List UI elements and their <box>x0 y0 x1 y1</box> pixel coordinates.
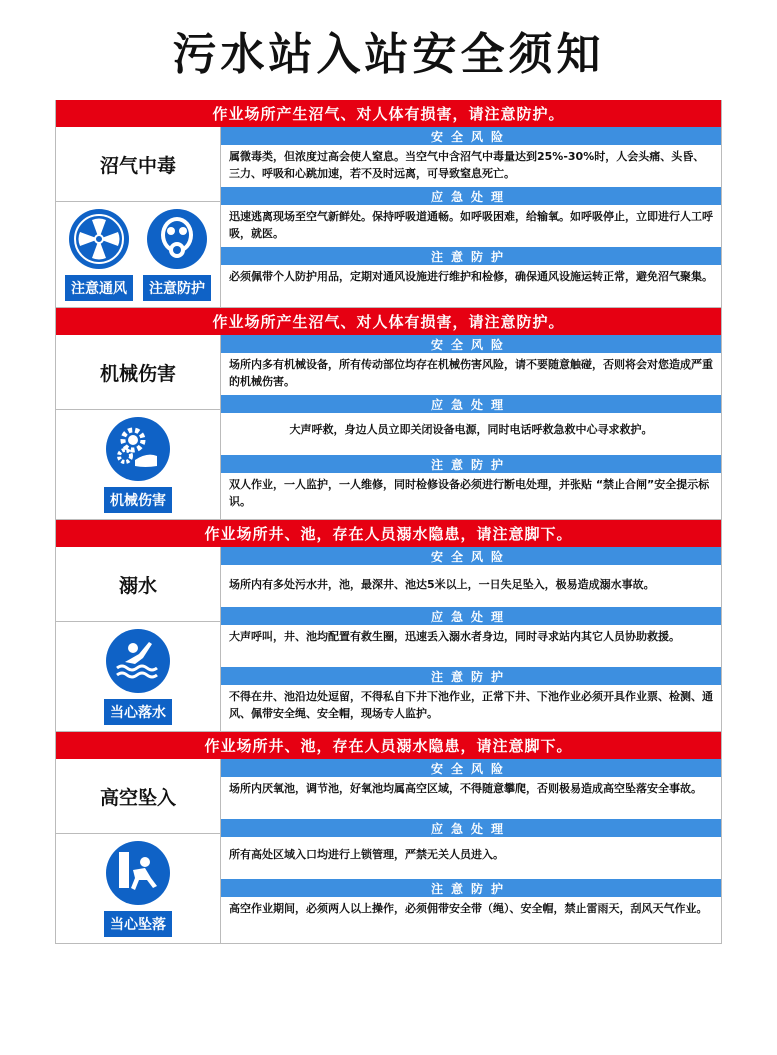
emergency-text: 迅速逃离现场至空气新鲜处。保持呼吸道通畅。如呼吸困难，给输氧。如呼吸停止，立即进行人工呼吸，就医。 <box>229 210 713 240</box>
hazard-block-drowning <box>55 520 722 732</box>
warning-banner: 作业场所井、池，存在人员溺水隐患，请注意脚下。 <box>56 732 721 759</box>
risk-text: 属微毒类，但浓度过高会使人窒息。当空气中含沼气中毒量达到25%-30%时，人会头痛、头昏、三力、呼吸和心跳加速，若不及时远离，可导致窒息死亡。 <box>229 150 705 180</box>
sign-ventilation <box>65 208 133 301</box>
sign-drowning <box>104 628 172 725</box>
hazard-name: 溺水 <box>56 547 220 622</box>
drowning-icon <box>105 628 171 694</box>
emergency-text: 大声呼叫，井、池均配置有救生圈，迅速丢入溺水者身边，同时寻求站内其它人员协助救援。 <box>229 630 680 643</box>
section-header-emergency: 应急处理 <box>221 395 721 413</box>
section-header-attention: 注意防护 <box>221 667 721 685</box>
sign-label: 机械伤害 <box>104 487 172 513</box>
warning-banner: 作业场所井、池，存在人员溺水隐患，请注意脚下。 <box>56 520 721 547</box>
attention-text: 不得在井、池沿边处逗留，不得私自下井下池作业，正常下井、下池作业必须开具作业票、检测、通风、佩带安全绳、安全帽，现场专人监护。 <box>229 690 713 720</box>
hazard-name: 机械伤害 <box>56 335 220 410</box>
attention-text: 高空作业期间，必须两人以上操作，必须佣带安全带（绳）、安全帽，禁止雷雨天，刮风天气作业。 <box>229 902 708 915</box>
hazard-block-mechanical <box>55 308 722 520</box>
section-header-emergency: 应急处理 <box>221 187 721 205</box>
section-header-risk: 安全风险 <box>221 547 721 565</box>
sign-mechanical <box>104 416 172 513</box>
hazard-block-biogas <box>55 100 722 308</box>
warning-banner: 作业场所产生沼气、对人体有损害，请注意防护。 <box>56 100 721 127</box>
section-header-emergency: 应急处理 <box>221 607 721 625</box>
section-header-attention: 注意防护 <box>221 879 721 897</box>
page-title: 污水站入站安全须知 <box>172 29 605 80</box>
ventilation-fan-icon <box>68 208 130 270</box>
section-header-attention: 注意防护 <box>221 455 721 473</box>
section-header-risk: 安全风险 <box>221 127 721 145</box>
section-header-risk: 安全风险 <box>221 335 721 353</box>
attention-text: 双人作业，一人监护，一人维修，同时检修设备必须进行断电处理，并张贴 “禁止合闸”安全提示标识。 <box>229 478 710 508</box>
gear-hand-icon <box>105 416 171 482</box>
risk-text: 场所内厌氧池，调节池，好氧池均属高空区域，不得随意攀爬，否则极易造成高空坠落安全事故。 <box>229 782 702 795</box>
sign-label: 注意防护 <box>143 275 211 301</box>
attention-text: 必须佩带个人防护用品，定期对通风设施进行维护和检修，确保通风设施运转正常，避免沼气聚集。 <box>229 270 713 283</box>
section-header-emergency: 应急处理 <box>221 819 721 837</box>
hazard-name: 沼气中毒 <box>56 127 220 202</box>
safety-board <box>55 100 722 944</box>
falling-person-icon <box>105 840 171 906</box>
sign-label: 当心落水 <box>104 699 172 725</box>
section-header-attention: 注意防护 <box>221 247 721 265</box>
risk-text: 场所内有多处污水井，池，最深井、池达5米以上，一日失足坠入，极易造成溺水事故。 <box>229 578 655 591</box>
hazard-name: 高空坠入 <box>56 759 220 834</box>
warning-banner: 作业场所产生沼气、对人体有损害，请注意防护。 <box>56 308 721 335</box>
risk-text: 场所内多有机械设备，所有传动部位均存在机械伤害风险，请不要随意触碰，否则将会对您造成严重的机械伤害。 <box>229 358 713 388</box>
emergency-text: 大声呼救，身边人员立即关闭设备电源，同时电话呼救急救中心寻求救护。 <box>289 423 653 436</box>
sign-label: 注意通风 <box>65 275 133 301</box>
sign-protection <box>143 208 211 301</box>
emergency-text: 所有高处区域入口均进行上锁管理，严禁无关人员进入。 <box>229 848 504 861</box>
sign-falling <box>104 840 172 937</box>
hazard-block-falling <box>55 732 722 944</box>
section-header-risk: 安全风险 <box>221 759 721 777</box>
sign-label: 当心坠落 <box>104 911 172 937</box>
gas-mask-icon <box>146 208 208 270</box>
